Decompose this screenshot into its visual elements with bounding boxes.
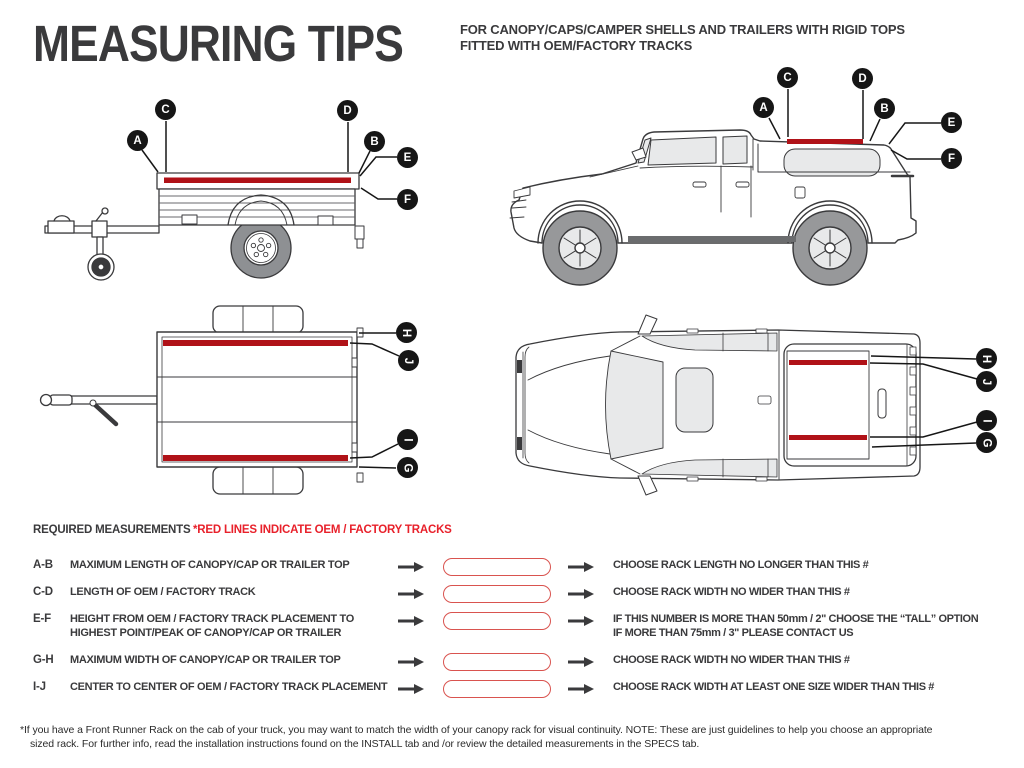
right-arrow-icon: [567, 561, 595, 573]
row-instruction: CHOOSE RACK WIDTH NO WIDER THAN THIS #: [613, 654, 850, 666]
row-id: A-B: [33, 559, 53, 571]
label-badge-f: F: [397, 189, 418, 210]
right-arrow-icon: [397, 615, 425, 627]
right-arrow-icon: [397, 656, 425, 668]
measurement-field-ab[interactable]: [443, 558, 551, 576]
page-title: MEASURING TIPS: [33, 15, 403, 72]
label-badge-h: H: [976, 348, 997, 369]
measurement-row-gh: [0, 653, 1024, 671]
label-badge-j: J: [398, 350, 419, 371]
label-badge-e: E: [941, 112, 962, 133]
label-badge-i: I: [397, 429, 418, 450]
row-id: G-H: [33, 654, 54, 666]
trailer-side-view-diagram: [30, 85, 470, 300]
right-arrow-icon: [567, 683, 595, 695]
row-description: HEIGHT FROM OEM / FACTORY TRACK PLACEMENT TO HIGHEST POINT/PEAK OF CANOPY/CAP OR TRAILER: [70, 613, 355, 639]
label-badge-a: A: [127, 130, 148, 151]
measurement-row-ij: [0, 680, 1024, 698]
truck-side-view-drawing: [490, 60, 1010, 300]
row-id: C-D: [33, 586, 53, 598]
row-description: LENGTH OF OEM / FACTORY TRACK: [70, 586, 256, 598]
footnote-line1: *If you have a Front Runner Rack on the cab of your truck, you may want to match the width of your canopy rack for visual continuity. NOTE: These are just guidelines to help you choose an appropriate: [20, 724, 933, 736]
label-badge-h: H: [396, 322, 417, 343]
label-badge-g: G: [397, 457, 418, 478]
right-arrow-icon: [567, 588, 595, 600]
measurement-field-ef[interactable]: [443, 612, 551, 630]
label-badge-b: B: [364, 131, 385, 152]
label-badge-f: F: [941, 148, 962, 169]
row-description: MAXIMUM LENGTH OF CANOPY/CAP OR TRAILER TOP: [70, 559, 350, 571]
measurement-row-ef: [0, 612, 1024, 644]
row-id: E-F: [33, 613, 51, 625]
required-measurements-heading: REQUIRED MEASUREMENTS: [33, 524, 191, 536]
measurement-field-cd[interactable]: [443, 585, 551, 603]
row-instruction: IF THIS NUMBER IS MORE THAN 50mm / 2" CHOOSE THE “TALL” OPTION IF MORE THAN 75mm / 3" PLEASE CONTACT US: [613, 613, 979, 639]
label-badge-c: C: [155, 99, 176, 120]
truck-side-view-diagram: [490, 60, 1010, 300]
label-badge-i: I: [976, 410, 997, 431]
truck-top-view-diagram: [490, 300, 1010, 510]
trailer-top-view-diagram: [30, 300, 470, 510]
label-badge-g: G: [976, 432, 997, 453]
measurement-row-ab: [0, 558, 1024, 576]
label-badge-e: E: [397, 147, 418, 168]
footnote-line2: sized rack. For further info, read the installation instructions found on the INSTALL tab and /or review the detailed measurements in the SPECS tab.: [30, 738, 700, 750]
label-badge-d: D: [852, 68, 873, 89]
right-arrow-icon: [567, 615, 595, 627]
label-badge-b: B: [874, 98, 895, 119]
row-instruction: CHOOSE RACK WIDTH AT LEAST ONE SIZE WIDER THAN THIS #: [613, 681, 935, 693]
subtitle-line1: FOR CANOPY/CAPS/CAMPER SHELLS AND TRAILERS WITH RIGID TOPS: [460, 22, 905, 37]
label-badge-a: A: [753, 97, 774, 118]
row-id: I-J: [33, 681, 46, 693]
row-instruction: CHOOSE RACK WIDTH NO WIDER THAN THIS #: [613, 586, 850, 598]
measurement-row-cd: [0, 585, 1024, 603]
truck-top-view-drawing: [490, 300, 1010, 510]
row-description: CENTER TO CENTER OF OEM / FACTORY TRACK PLACEMENT: [70, 681, 388, 693]
label-badge-j: J: [976, 371, 997, 392]
right-arrow-icon: [397, 683, 425, 695]
label-badge-c: C: [777, 67, 798, 88]
measurement-field-gh[interactable]: [443, 653, 551, 671]
right-arrow-icon: [397, 561, 425, 573]
right-arrow-icon: [397, 588, 425, 600]
measurement-field-ij[interactable]: [443, 680, 551, 698]
right-arrow-icon: [567, 656, 595, 668]
label-badge-d: D: [337, 100, 358, 121]
row-description: MAXIMUM WIDTH OF CANOPY/CAP OR TRAILER TOP: [70, 654, 341, 666]
row-instruction: CHOOSE RACK LENGTH NO LONGER THAN THIS #: [613, 559, 869, 571]
subtitle-line2: FITTED WITH OEM/FACTORY TRACKS: [460, 38, 693, 53]
page-subtitle: [460, 22, 905, 54]
red-lines-legend: *RED LINES INDICATE OEM / FACTORY TRACKS: [193, 524, 452, 536]
